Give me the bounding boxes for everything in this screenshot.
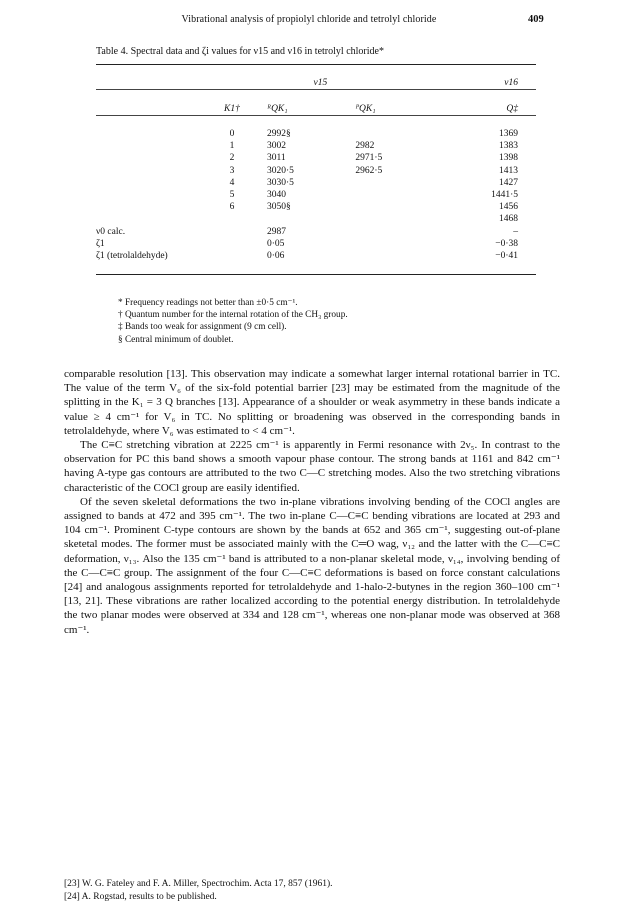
table-row (96, 128, 536, 140)
column-header-pq: ᴾQK₁ (355, 103, 376, 114)
table-cell-b (347, 201, 435, 213)
table-cell-k (205, 226, 259, 238)
table-row (96, 189, 536, 201)
table-cell-q: 1427 (499, 177, 518, 188)
table-cell-k (205, 238, 259, 250)
table-cell-a: 2992§ (266, 128, 291, 139)
table-row (96, 226, 536, 238)
table-cell-label (96, 213, 205, 225)
running-title: Vibrational analysis of propiolyl chloride and tetrolyl chloride (181, 14, 437, 25)
table-cell-k: 4 (229, 177, 235, 188)
table-cell-label (96, 177, 205, 189)
column-header-k1: K1† (224, 103, 240, 114)
paragraph: comparable resolution [13]. This observation may indicate a somewhat larger internal rotational barrier in TC. The value of the term V₆ of the six-fold potential barrier [23] may be estimated from the magnitude of the splitting in the K₁ = 3 Q branches [13]. Appearance of a shoulder or weak asymmetry in these bands indicate a value ≥ 4 cm⁻¹ for V₆ in TC. No splitting or broadening was observed in the corresponding bands in tetrolaldehyde, where V₆ was estimated to < 4 cm⁻¹. (64, 368, 560, 437)
table-cell-q: 1468 (499, 214, 518, 225)
table-row (96, 177, 536, 189)
table-cell-label (96, 201, 205, 213)
table-cell-a (259, 213, 347, 225)
page-number: 409 (528, 14, 544, 25)
table-cell-label (96, 128, 205, 140)
spectral-data-table (96, 64, 536, 275)
table-cell-q: 1383 (499, 141, 518, 152)
reference-item: [24] A. Rogstad, results to be published. (64, 892, 217, 902)
table-cell-a: 3011 (266, 153, 286, 164)
table-row (96, 152, 536, 164)
paragraph: The C≡C stretching vibration at 2225 cm⁻¹ is apparently in Fermi resonance with 2ν₅. In contrast to the observation for PC this band shows a smooth vapour phase contour. The strong bands at 1161 and 842 cm⁻¹ having A-type gas contours are attributed to the two C—C stretching modes. Also the two stretching vibrations characteristic of the COCl group are easily identified. (64, 439, 560, 494)
table-caption: Table 4. Spectral data and ζi values for ν15 and ν16 in tetrolyl chloride* (96, 46, 384, 57)
footnote: † Quantum number for the internal rotation of the CH₃ group. (118, 310, 348, 321)
table-cell-k: 1 (229, 141, 235, 152)
table-row (96, 238, 536, 250)
footnote: ‡ Bands too weak for assignment (9 cm cell). (118, 322, 287, 333)
column-header-q: Q‡ (506, 103, 518, 114)
table-cell-label: ζ1 (tetrolaldehyde) (96, 251, 168, 261)
table-cell-label (96, 165, 205, 177)
table-row (96, 213, 536, 225)
reference-item: [23] W. G. Fateley and F. A. Miller, Spectrochim. Acta 17, 857 (1961). (64, 879, 333, 889)
table-cell-q: 1398 (499, 153, 518, 164)
paragraph: Of the seven skeletal deformations the two in-plane vibrations involving bending of the COCl angles are assigned to bands at 472 and 395 cm⁻¹. The two in-plane C—C≡C bending vibrations are located at 293 and 104 cm⁻¹. Prominent C-type contours are shown by the bands at 652 and 365 cm⁻¹, suggesting out-of-plane sketetal modes. The former must be associated mainly with the C═O wag, ν₁₂ and the latter with the C—C≡C deformation, ν₁₃. Also the 135 cm⁻¹ band is attributed to a non-planar skeletal mode, ν₁₄, involving bending of the C—C≡C group. The assignment of the four C—C≡C deformations is based on force constant calculations [24] and analogous assignments reported for tetrolaldehyde and 1-halo-2-butynes in the region 360–100 cm⁻¹ [13, 21]. These vibrations are rather localized according to the potential energy distribution. In tetrolaldehyde the two planar modes were observed at 334 and 128 cm⁻¹, whereas one non-planar mode was observed at 368 cm⁻¹. (64, 495, 560, 636)
table-cell-k (205, 213, 259, 225)
group-header-v16: ν16 (504, 78, 518, 89)
table-cell-label: ζ1 (96, 238, 105, 249)
table-cell-label: ν0 calc. (96, 226, 126, 237)
table-cell-k: 6 (229, 202, 235, 213)
table-cell-q: 1441·5 (491, 189, 518, 200)
table-cell-b (347, 189, 435, 201)
footnote: * Frequency readings not better than ±0·5 cm⁻¹. (118, 298, 298, 308)
table-cell-b (347, 128, 435, 140)
table-cell-a: 0·06 (266, 251, 285, 261)
table-cell-b (347, 250, 435, 262)
table-cell-k: 5 (229, 189, 235, 200)
table-cell-b (347, 226, 435, 238)
table-cell-a: 2987 (266, 226, 286, 237)
table-row (96, 250, 536, 262)
table-footnotes (118, 297, 538, 346)
table-cell-k: 0 (229, 128, 235, 139)
table-cell-a: 3002 (266, 141, 286, 152)
column-header-rq: ᴿQK₁ (266, 103, 288, 114)
body-text (64, 367, 560, 637)
table-cell-label (96, 140, 205, 152)
table-cell-a: 3050§ (266, 202, 291, 213)
table-cell-b: 2962·5 (355, 165, 383, 176)
table-cell-b (347, 238, 435, 250)
table-cell-b (347, 213, 435, 225)
table-row (96, 140, 536, 152)
table-cell-a: 3030·5 (266, 177, 294, 188)
table-cell-q: 1369 (499, 128, 518, 139)
table-column-header-row (96, 103, 536, 116)
table-cell-a: 3020·5 (266, 165, 294, 176)
table-row (96, 201, 536, 213)
table-cell-label (96, 189, 205, 201)
table-group-header-row (96, 77, 536, 90)
table-cell-a: 3040 (266, 189, 286, 200)
table-cell-k: 3 (229, 165, 235, 176)
group-header-v15: ν15 (313, 78, 328, 89)
table-cell-b: 2971·5 (355, 153, 383, 164)
table-cell-q: – (513, 226, 518, 237)
table-cell-a: 0·05 (266, 238, 285, 249)
references (64, 878, 560, 904)
table-cell-b (347, 177, 435, 189)
table-cell-k (205, 250, 259, 262)
table-cell-q: −0·41 (495, 251, 518, 261)
table-cell-k: 2 (229, 153, 235, 164)
table-cell-q: −0·38 (495, 238, 518, 249)
table-cell-q: 1413 (499, 165, 518, 176)
table-body (96, 128, 536, 262)
table-row (96, 165, 536, 177)
table-cell-label (96, 152, 205, 164)
footnote: § Central minimum of doublet. (118, 334, 234, 345)
table-cell-b: 2982 (355, 141, 375, 152)
table-cell-q: 1456 (499, 202, 518, 213)
